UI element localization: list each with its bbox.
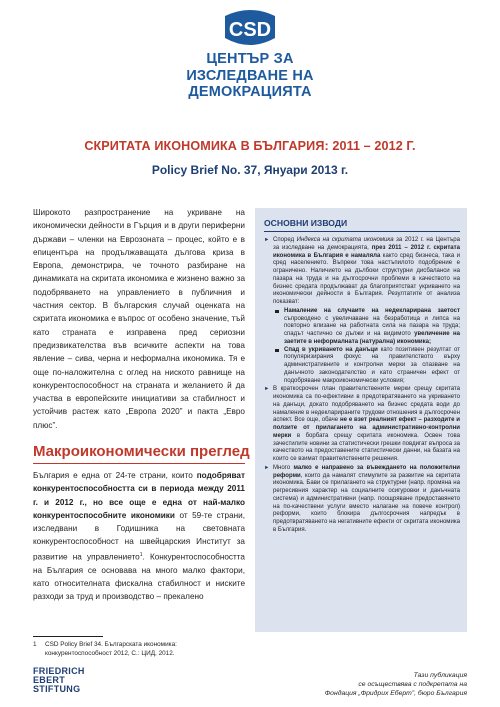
finding-item: ► В краткосрочен план правителствените мерки срещу скритата икономика са по-ефективни в предотвратяването на укриването на данъци, докато подобряването на бизнес средата води до намаление в недекларираните трудови отношения в дългосрочен аспект. Все още, обаче не е взет реалният ефект – разходите и ползите от прилагането на административно-контролни мерки в борбата срещу скритата икономика. Освен това зачестилите новини за статистически грешки повдигат въпроса за качеството на предоставените статистически данни, на базата на които се взимат правителствените решения. [264, 386, 460, 462]
footnote-ref[interactable]: 1 [139, 551, 143, 558]
bullet-arrow-icon: ► [264, 464, 270, 471]
footnote-text: CSD Policy Brief 34. Българската икономика: конкурентоспособност 2012, С.: ЦИД, 2012. [45, 641, 177, 657]
key-findings-list [264, 237, 460, 536]
macro-column [33, 469, 245, 604]
key-findings-divider [264, 231, 460, 232]
bullet-arrow-icon: ► [264, 386, 270, 393]
logo-line: ИЗСЛЕДВАНЕ НА [186, 67, 314, 84]
logo-wordmark [150, 51, 350, 101]
logo-mark-text: CSD [228, 19, 272, 41]
report-subtitle: Policy Brief No. 37, Януари 2013 г. [151, 163, 349, 177]
footnote-number: 1 [33, 641, 37, 648]
footnote [33, 641, 245, 658]
macro-paragraph: България е една от 24-те страни, които подобряват конкурентоспособността си в периода между 2011 г. и 2012 г., но все още е една от най-малко конкурентоспособните икономики от 59-те страни, изследвани в Годишника на световната конкурентоспособност на швейцарския Институт за развитие на управлението$^1$. Конкурентоспособността на България се основава на много малко фактори, като относителната фискална стабилност и ниските разходи за труд и производство – прекалено [33, 471, 245, 602]
fes-logo [33, 667, 85, 694]
csd-logo [219, 8, 281, 52]
finding-item: ► Според Индекса на скритата икономика за 2012 г. на Центъра за изследване на демокрацията, през 2011 – 2012 г. скритата икономика в България е намаляла както сред бизнеса, така и сред населението. Въпреки това настъпилото подобрение е ограничено. Наличието на дълбоки структурни дисбаланси на пазара на труда и на дългосрочни проблеми в качеството на бизнес средата продължават да благоприятстват укриването на икономически дейности в България. Резултатите от анализа показват: [264, 237, 460, 305]
bullet-square-icon [275, 310, 279, 314]
section-heading-macro: Макроикономически преглед [33, 443, 250, 460]
logo-line: ЦЕНТЪР ЗА [206, 51, 294, 67]
footnote-divider [33, 636, 103, 637]
logo-line: ДЕМОКРАЦИЯТА [188, 84, 312, 100]
fes-logo-line: FRIEDRICH [33, 666, 85, 676]
finding-subitem: Спад в укриването на данъци като позитивен резултат от популяризирания фокус на правителството върху административните и контролни мерки за спазване на данъчното законодателство и като страничен ефект от подобряване макроикономически условия; [264, 347, 460, 386]
publication-note-line: Тази публикация [413, 672, 467, 679]
key-findings-heading: ОСНОВНИ ИЗВОДИ [264, 218, 348, 228]
fes-logo-line: STIFTUNG [33, 684, 81, 694]
fes-logo-line: EBERT [33, 675, 66, 685]
report-title: СКРИТАТА ИКОНОМИКА В БЪЛГАРИЯ: 2011 – 2012 Г. [84, 139, 416, 153]
finding-subitem: Намаление на случаите на недекларирана заетост съпроводено с увеличаване на безработица и липса на повторно влизане на работната сила на пазара на труда; спадът частично се дължи и на видимото увеличение на заетите в неформалната (натурална) икономика; [264, 308, 460, 347]
key-findings-box [255, 208, 467, 632]
section-divider [33, 463, 245, 464]
bullet-arrow-icon: ► [264, 237, 270, 243]
publication-note-line: се осъществява с подкрепата на [358, 681, 467, 689]
intro-paragraph: Широкото разпространение на укриване на икономически дейности в Гърция и в други периферни държави – членки на Еврозоната – процес, който е в епицентъра на продължаващата дългова криза в Европа, демонстрира, че точното разбиране на динамиката на скритата икономика е жизнено важно за подобряването на управлението в публичния и частния сектор. В българския случай оценката на скритата икономика е въпрос от особено значение, тъй като страната е изправена пред сериозни предизвикателства във всичките аспекти на това явление – сива, черна и неформална икономика. Тя е още по-наложителна с оглед на ниското равнище на конкурентоспособност на страната и желанието й да участва в европейските инициативи за стабилност и устойчив растеж като „Европа 2020” и пакта „Евро плюс”. [33, 208, 245, 430]
publication-note [295, 671, 467, 699]
bullet-square-icon [275, 349, 279, 353]
finding-item: ► Много малко е направено за въвеждането на положителни реформи, които да намалят стимулите за развитие на скритата икономика. Бави се прилагането на структурни (напр. промяна на регресивния характер на социалните осигуровки и данъчната система) и административни (напр. поощряване предоставянето на по-качествени услуги вместо налагане на повече контрол) реформи, които блокира дългосрочния напредък в предотвратяването на негативните ефекти от скритата икономика в България. [264, 464, 461, 533]
publication-note-line: Фондация „Фридрих Еберт”, бюро България [324, 690, 467, 698]
intro-column [33, 206, 245, 432]
